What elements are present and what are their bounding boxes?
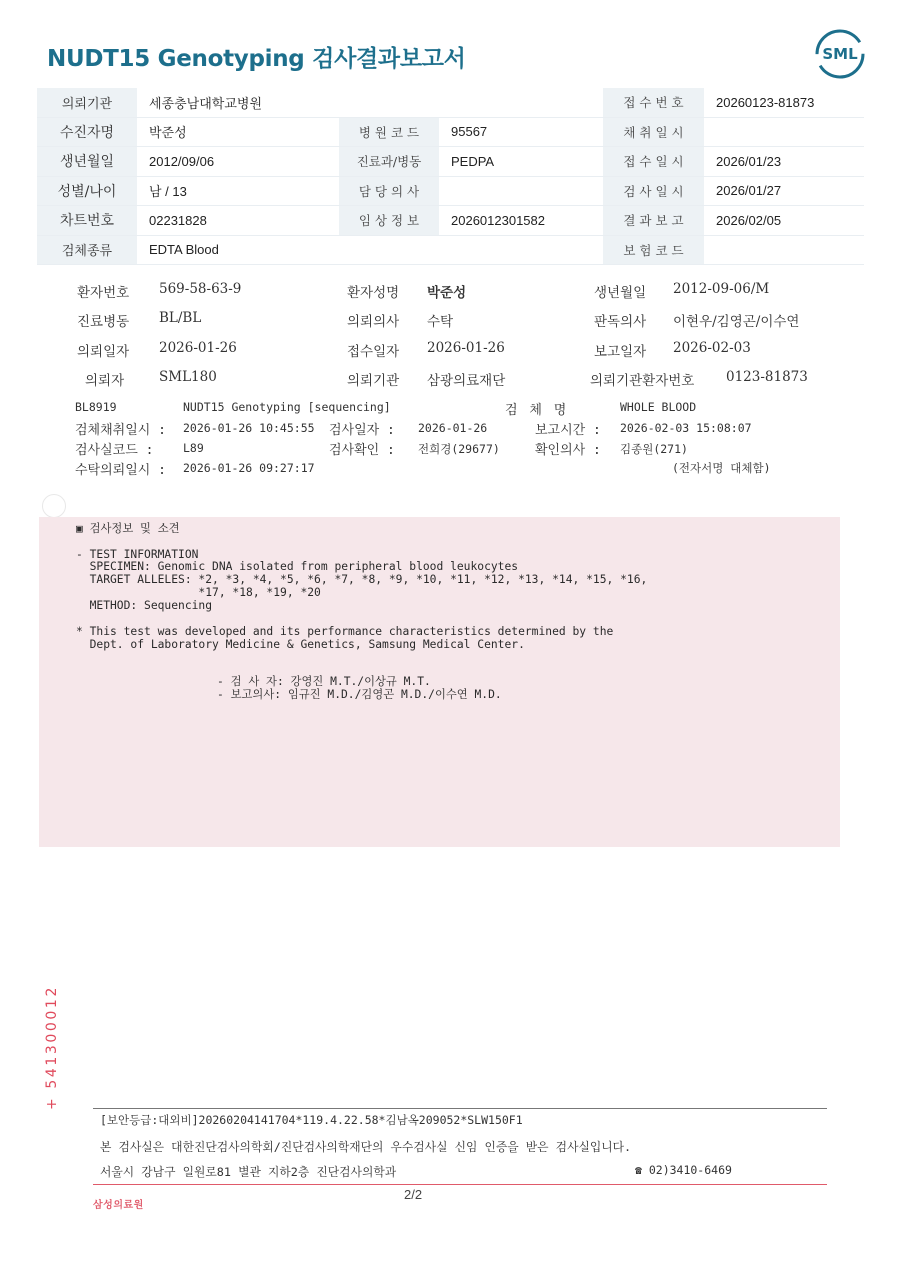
label-report-time: 보고시간 :: [535, 423, 601, 438]
value-collect-datetime: 2026-01-26 10:45:55: [183, 421, 315, 435]
result-line: Dept. of Laboratory Medicine & Genetics, Samsung Medical Center.: [76, 638, 525, 651]
table-row: [37, 235, 864, 265]
label-insurance-code: 보 험 코 드: [603, 235, 704, 265]
value-specimen-name: WHOLE BLOOD: [620, 400, 697, 414]
result-line: SPECIMEN: Genomic DNA isolated from peripheral blood leukocytes: [76, 560, 519, 573]
label-req-date: 의뢰일자: [77, 344, 130, 360]
value-chart-no: 02231828: [137, 206, 339, 236]
value-dept-ward: PEDPA: [439, 147, 603, 177]
esign-note: (전자서명 대체함): [672, 461, 771, 475]
label-clinical-info: 임 상 정 보: [339, 206, 439, 236]
value-collect-time: [704, 117, 864, 147]
label-consign-datetime: 수탁의뢰일시 :: [75, 463, 167, 478]
label-recv-date: 접수일자: [347, 344, 400, 360]
label-req-inst: 의뢰기관: [347, 373, 400, 389]
logo-text: SML: [822, 45, 858, 63]
value-receipt-time: 2026/01/23: [704, 147, 864, 177]
value-result-report: 2026/02/05: [704, 206, 864, 236]
result-section-title: ▣ 검사정보 및 소견: [76, 522, 180, 535]
label-collect-time: 채 취 일 시: [603, 117, 704, 147]
value-specimen-type: EDTA Blood: [137, 235, 603, 265]
label-birth: 생년월일: [37, 147, 137, 177]
label-requesting-inst: 의뢰기관: [37, 88, 137, 117]
value-birth-2: 2012-09-06/M: [673, 281, 770, 297]
value-report-time: 2026-02-03 15:08:07: [620, 421, 752, 435]
label-reading-doctor: 판독의사: [594, 314, 647, 330]
result-line: METHOD: Sequencing: [76, 599, 213, 612]
result-line: TARGET ALLELES: *2, *3, *4, *5, *6, *7, *8, *9, *10, *11, *12, *13, *14, *15, *16,: [76, 573, 648, 586]
footer-brand: 삼성의료원: [93, 1200, 144, 1211]
label-report-date: 보고일자: [594, 344, 647, 360]
security-line: [보안등급:대외비]20260204141704*119.4.22.58*김남옥209052*SLW150F1: [100, 1113, 523, 1127]
value-report-date: 2026-02-03: [673, 340, 751, 356]
footer-divider-bottom: [93, 1184, 827, 1185]
label-specimen-name: 검 체 명: [505, 403, 569, 418]
label-collect-datetime: 검체채취일시 :: [75, 423, 167, 438]
footer-divider: [93, 1108, 827, 1109]
label-patient-no: 환자번호: [77, 285, 130, 301]
value-exam-confirm: 전희경(29677): [418, 442, 500, 456]
value-confirm-doctor: 김종원(271): [620, 442, 688, 456]
address-text: 서울시 강남구 일원로81 별관 지하2층 진단검사의학과: [100, 1165, 397, 1179]
value-ward: BL/BL: [159, 310, 202, 326]
label-room-code: 검사실코드 :: [75, 443, 154, 458]
value-patient-name: 박준성: [137, 117, 339, 147]
phone-text: ☎ 02)3410-6469: [635, 1163, 732, 1177]
value-exam-time: 2026/01/27: [704, 176, 864, 206]
label-exam-date: 검사일자 :: [329, 423, 395, 438]
value-patient-no: 569-58-63-9: [159, 281, 242, 297]
value-inst-patient-no: 0123-81873: [726, 369, 808, 385]
label-dept-ward: 진료과/병동: [339, 147, 439, 177]
value-receipt-no: 20260123-81873: [704, 88, 864, 117]
label-patient-name-2: 환자성명: [347, 285, 400, 301]
label-result-report: 결 과 보 고: [603, 206, 704, 236]
header-info-table: [37, 88, 864, 265]
value-room-code: L89: [183, 441, 204, 455]
report-title: NUDT15 Genotyping 검사결과보고서: [47, 46, 466, 72]
label-ward: 진료병동: [77, 314, 130, 330]
label-sex-age: 성별/나이: [37, 176, 137, 206]
table-row: [37, 206, 864, 236]
value-insurance-code: [704, 235, 864, 265]
value-patient-name-2: 박준성: [427, 285, 467, 301]
label-confirm-doctor: 확인의사 :: [535, 443, 601, 458]
test-name: NUDT15 Genotyping [sequencing]: [183, 400, 391, 414]
value-recv-date: 2026-01-26: [427, 340, 505, 356]
value-hospital-code: 95567: [439, 117, 603, 147]
value-req-date: 2026-01-26: [159, 340, 237, 356]
side-serial-code: + 541300012: [44, 985, 60, 1110]
value-requesting-inst: 세종충남대학교병원: [137, 88, 603, 117]
value-req-doctor: 수탁: [427, 314, 454, 330]
label-birth-2: 생년월일: [594, 285, 647, 301]
sml-logo-icon: [814, 28, 866, 80]
page-number: 2/2: [404, 1187, 423, 1202]
value-birth: 2012/09/06: [137, 147, 339, 177]
test-code: BL8919: [75, 400, 117, 414]
label-receipt-time: 접 수 일 시: [603, 147, 704, 177]
examiner-line: - 검 사 자: 강영진 M.T./이상규 M.T.: [217, 675, 431, 688]
table-row: [37, 176, 864, 206]
label-inst-patient-no: 의뢰기관환자번호: [590, 373, 695, 389]
value-consign-datetime: 2026-01-26 09:27:17: [183, 461, 315, 475]
table-row: [37, 147, 864, 177]
value-sex-age: 남 / 13: [137, 176, 339, 206]
value-req-inst: 삼광의료재단: [427, 373, 506, 389]
label-patient-name: 수진자명: [37, 117, 137, 147]
table-row: [37, 88, 864, 117]
value-requester: SML180: [159, 369, 217, 385]
label-chart-no: 차트번호: [37, 206, 137, 236]
value-clinical-info: 2026012301582: [439, 206, 603, 236]
result-line: - TEST INFORMATION: [76, 548, 199, 561]
label-req-doctor: 의뢰의사: [347, 314, 400, 330]
label-doctor: 담 당 의 사: [339, 176, 439, 206]
label-receipt-no: 접 수 번 호: [603, 88, 704, 117]
punch-hole: [42, 494, 66, 518]
label-exam-time: 검 사 일 시: [603, 176, 704, 206]
label-hospital-code: 병 원 코 드: [339, 117, 439, 147]
label-requester: 의뢰자: [85, 373, 125, 389]
result-line: * This test was developed and its performance characteristics determined by the: [76, 625, 614, 638]
label-exam-confirm: 검사확인 :: [329, 443, 395, 458]
label-specimen-type: 검체종류: [37, 235, 137, 265]
value-reading-doctor: 이현우/김영곤/이수연: [673, 314, 800, 330]
value-exam-date: 2026-01-26: [418, 421, 488, 435]
result-line: *17, *18, *19, *20: [76, 586, 321, 599]
reporting-doctor-line: - 보고의사: 임규진 M.D./김영곤 M.D./이수연 M.D.: [217, 688, 502, 701]
value-doctor: [439, 176, 603, 206]
certification-text: 본 검사실은 대한진단검사의학회/진단검사의학재단의 우수검사실 신임 인증을 받은 검사실입니다.: [100, 1140, 632, 1154]
table-row: [37, 117, 864, 147]
